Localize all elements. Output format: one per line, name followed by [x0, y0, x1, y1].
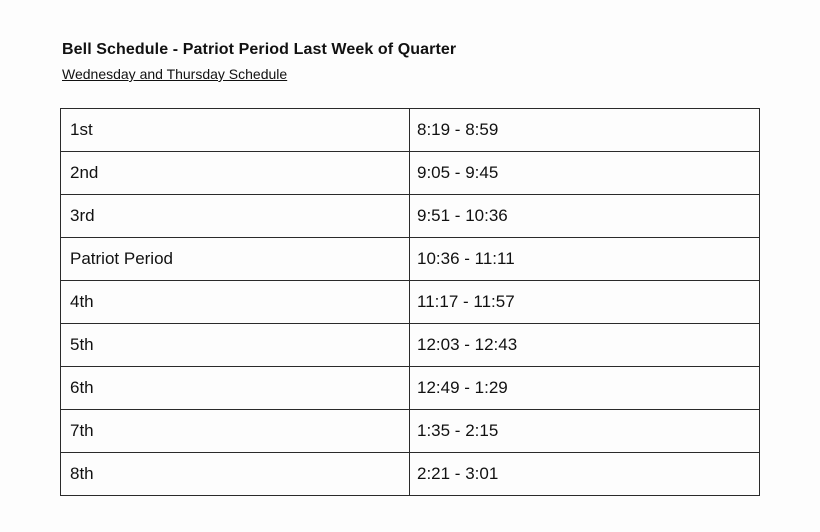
period-cell: Patriot Period: [61, 238, 410, 281]
time-cell: 10:36 - 11:11: [410, 238, 760, 281]
table-row: [61, 152, 760, 195]
period-cell: 4th: [61, 281, 410, 324]
table-row: [61, 109, 760, 152]
time-cell: 9:05 - 9:45: [410, 152, 760, 195]
table-row: [61, 324, 760, 367]
time-cell: 11:17 - 11:57: [410, 281, 760, 324]
time-cell: 2:21 - 3:01: [410, 453, 760, 496]
time-cell: 12:49 - 1:29: [410, 367, 760, 410]
bell-schedule-table: [60, 108, 760, 496]
period-cell: 5th: [61, 324, 410, 367]
table-row: [61, 195, 760, 238]
time-cell: 9:51 - 10:36: [410, 195, 760, 238]
table-row: [61, 410, 760, 453]
table-row: [61, 281, 760, 324]
time-cell: 1:35 - 2:15: [410, 410, 760, 453]
table-row: [61, 367, 760, 410]
time-cell: 8:19 - 8:59: [410, 109, 760, 152]
document-subtitle: Wednesday and Thursday Schedule: [62, 66, 288, 82]
table-row: [61, 453, 760, 496]
table-row: [61, 238, 760, 281]
period-cell: 1st: [61, 109, 410, 152]
period-cell: 2nd: [61, 152, 410, 195]
document-title: Bell Schedule - Patriot Period Last Week of Quarter: [62, 41, 457, 58]
time-cell: 12:03 - 12:43: [410, 324, 760, 367]
period-cell: 8th: [61, 453, 410, 496]
period-cell: 3rd: [61, 195, 410, 238]
period-cell: 6th: [61, 367, 410, 410]
period-cell: 7th: [61, 410, 410, 453]
